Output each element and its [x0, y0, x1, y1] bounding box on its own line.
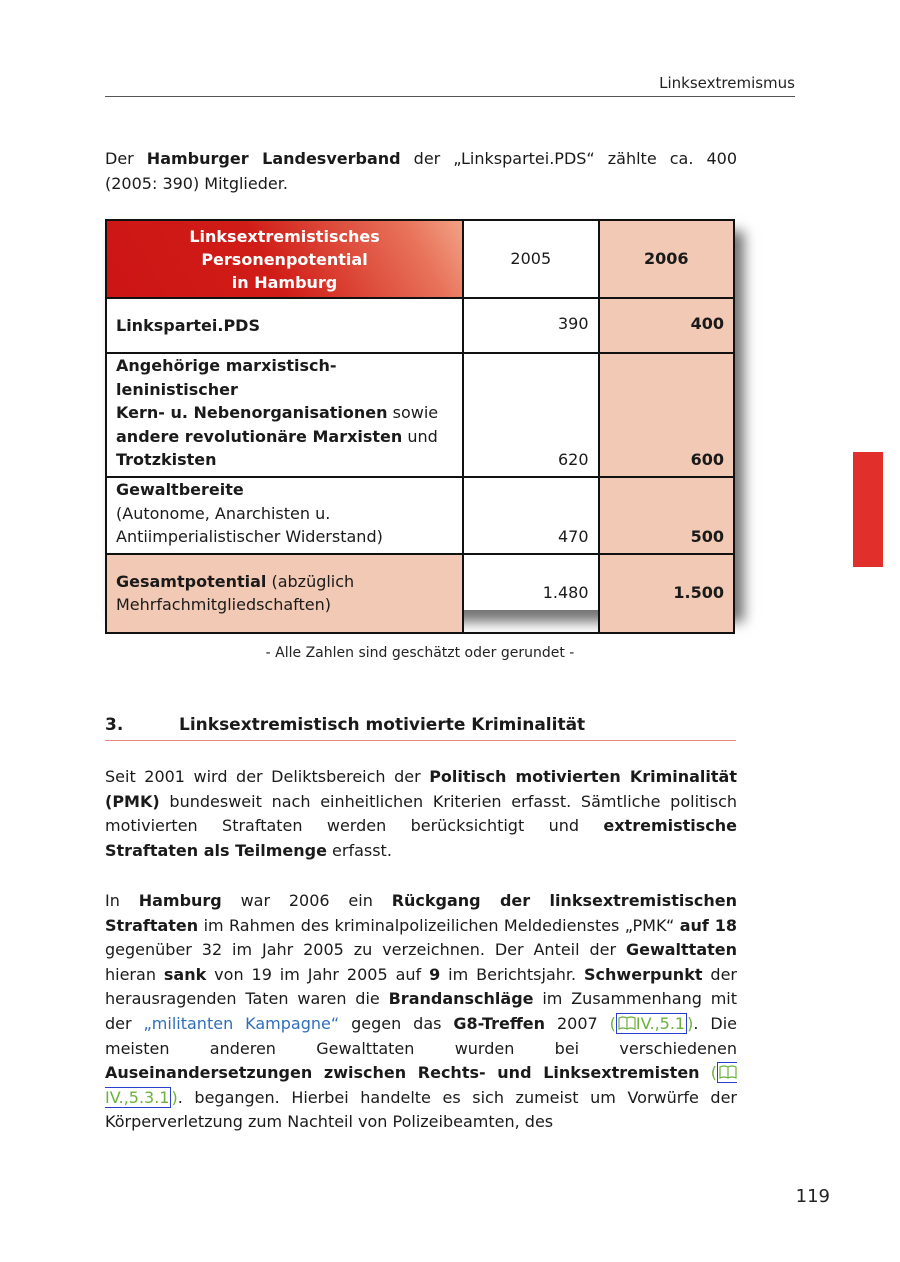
bold-run: Hamburg — [138, 891, 222, 910]
row-label-bold: Gewaltbereite — [116, 480, 244, 499]
value-2005: 1.480 — [463, 554, 598, 633]
cross-reference-box[interactable] — [616, 1013, 687, 1034]
row-label-line: Antiimperialistischer Widerstand) — [116, 527, 383, 546]
table-header-label — [106, 220, 463, 298]
book-icon — [618, 1016, 636, 1030]
value-2006: 400 — [599, 298, 735, 353]
text-run: war 2006 ein — [221, 891, 392, 910]
header-label-line-2: Personenpotential — [201, 249, 368, 269]
row-label — [106, 353, 463, 477]
intro-paragraph — [105, 147, 737, 196]
cross-reference-label[interactable]: IV.,5.3.1 — [105, 1087, 170, 1107]
text-run: 2007 — [545, 1013, 610, 1033]
bold-run: Politisch motivierten Kriminalität (PMK) — [105, 767, 737, 811]
text-run: gegenüber 32 im Jahr 2005 zu verzeichnen. Der Anteil der — [105, 940, 626, 960]
value-2006: 600 — [599, 353, 735, 477]
section-title: Linksextremistisch motivierte Kriminalität — [179, 715, 586, 735]
table-footnote: - Alle Zahlen sind geschätzt oder gerundet - — [265, 645, 575, 661]
row-label-bold: Kern- u. Nebenorganisationen — [116, 403, 388, 422]
text-run: erfasst. — [326, 840, 392, 860]
bold-run: Schwerpunkt — [584, 964, 703, 984]
header-2006: 2006 — [599, 220, 735, 298]
text-run — [700, 1063, 711, 1082]
section-number: 3. — [105, 715, 124, 735]
header-2005: 2005 — [463, 220, 598, 298]
bold-run: Auseinandersetzungen zwischen Rechts- und Linksextremisten — [105, 1063, 700, 1083]
bold-run: extremistische Straftaten als Teilmenge — [105, 816, 737, 860]
text-run: . begangen. Hierbei handelte es sich zumeist um Vorwürfe der Körperverletzung zum Nachteil von Polizeibeamten, des — [105, 1087, 737, 1132]
bold-run: Gewalttaten — [625, 940, 737, 960]
text-run: Seit 2001 wird der Deliktsbereich der — [105, 767, 430, 786]
value-2005: 470 — [463, 477, 598, 554]
row-label-line: Mehrfachmitgliedschaften) — [116, 595, 332, 614]
value-2005: 390 — [463, 298, 598, 353]
potential-table — [105, 219, 735, 634]
table-row — [106, 477, 734, 554]
table-row-total — [106, 554, 734, 633]
cross-reference-2[interactable]: (IV.,5.3.1 ) — [105, 1062, 737, 1108]
text-run: im Rahmen des kriminalpolizeilichen Meldedienstes „PMK“ — [198, 915, 680, 935]
bold-run: Brandanschläge — [388, 989, 534, 1009]
bold-run: Rückgang der linksextremistischen Straftaten — [105, 891, 737, 935]
cross-reference-1[interactable]: ( IV.,5.1 ) — [609, 1013, 694, 1033]
text-run: In — [105, 891, 139, 910]
value-2006: 500 — [599, 477, 735, 554]
table-row — [106, 353, 734, 477]
table-row — [106, 298, 734, 353]
header-label-line-1: Linksextremistisches — [189, 226, 380, 246]
row-label-bold: andere revolutionäre Marxisten — [116, 426, 403, 446]
bold-run: 9 — [429, 964, 441, 984]
row-label-bold: Linkspartei.PDS — [116, 315, 260, 335]
paragraph-hamburg — [105, 889, 737, 1135]
book-icon — [719, 1065, 737, 1079]
row-label-rest: sowie — [387, 403, 439, 422]
potential-table-container — [105, 219, 735, 614]
bold-run: G8-Treffen — [453, 1013, 546, 1033]
row-label-bold: Trotzkisten — [116, 450, 217, 469]
paragraph-pmk — [105, 765, 737, 863]
text-run: im Zusammenhang mit der — [105, 989, 738, 1033]
row-label — [106, 554, 463, 633]
page-number: 119 — [795, 1186, 830, 1207]
intro-bold-1: Hamburger Landesverband — [146, 149, 401, 168]
bold-run: auf 18 — [679, 915, 737, 935]
section-heading — [105, 715, 736, 741]
text-run: von 19 im Jahr 2005 auf — [206, 964, 430, 984]
text-run: bundesweit nach einheitlichen Kriterien erfasst. Sämtliche politisch motivierten Straftaten werden berücksichtigt und — [105, 791, 737, 836]
text-run: . Die meisten anderen Gewalttaten wurden bei verschiedenen — [105, 1013, 737, 1058]
chapter-tab-marker — [853, 452, 883, 567]
intro-text-2: der „Linkspartei.PDS“ zählte ca. 400 (2005: 390) Mitglieder. — [105, 149, 738, 193]
running-header: Linksextremismus — [105, 74, 795, 97]
row-label — [106, 477, 463, 554]
header-label-line-3: in Hamburg — [231, 272, 338, 292]
row-label-line: (Autonome, Anarchisten u. — [116, 503, 331, 523]
cross-reference-label[interactable]: IV.,5.1 — [635, 1013, 686, 1033]
text-run: gegen das — [339, 1013, 454, 1033]
text-run: im Berichtsjahr. — [440, 964, 585, 984]
row-label — [106, 298, 463, 353]
text-run: hieran — [105, 964, 164, 984]
militant-campaign-link[interactable]: „militanten Kampagne“ — [143, 1013, 340, 1033]
table-header-row — [106, 220, 734, 298]
row-label-rest: (abzüglich — [266, 571, 355, 591]
value-2006: 1.500 — [599, 554, 735, 633]
row-label-line: Angehörige marxistisch-leninistischer — [116, 356, 337, 399]
bold-run: sank — [163, 964, 207, 984]
value-2005: 620 — [463, 353, 598, 477]
row-label-rest: und — [402, 426, 438, 446]
text-run: der herausragenden Taten waren die — [105, 964, 737, 1009]
intro-text-1: Der — [105, 149, 147, 168]
row-label-bold: Gesamtpotential — [116, 571, 267, 591]
